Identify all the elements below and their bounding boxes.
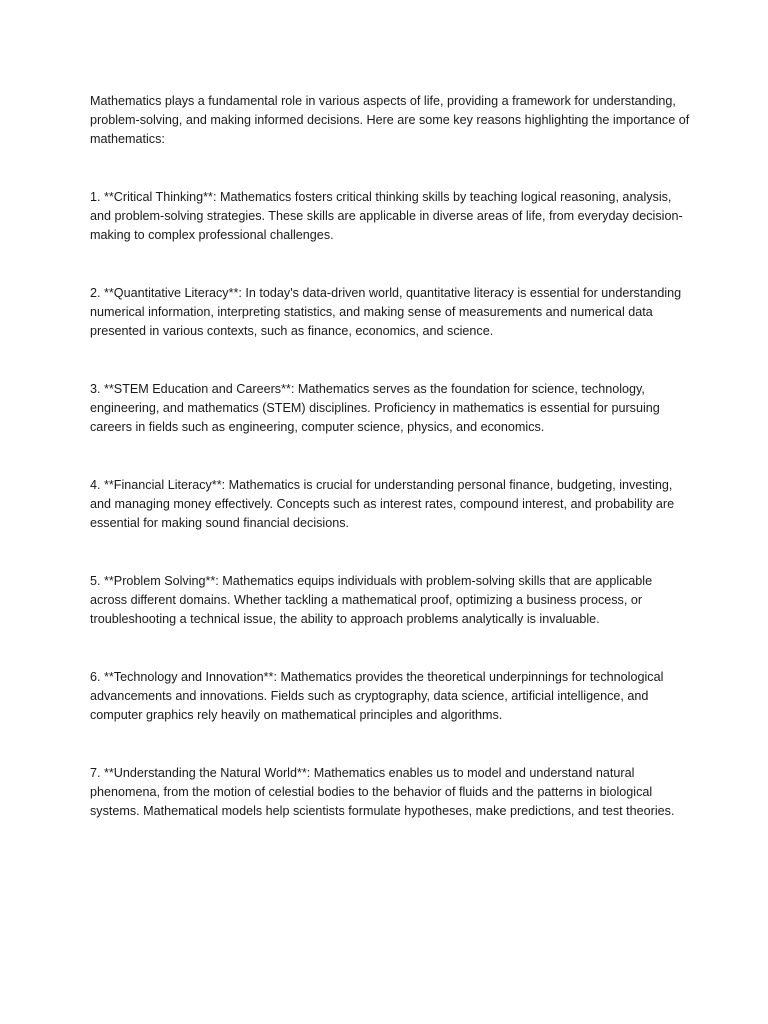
point-quantitative-literacy: 2. **Quantitative Literacy**: In today's data-driven world, quantitative literacy is essential for understanding numerical information, interpreting statistics, and making sense of measurements and numerical data presented in various contexts, such as finance, economics, and science.: [90, 286, 682, 339]
intro-paragraph: Mathematics plays a fundamental role in various aspects of life, providing a framework for understanding, problem-solving, and making informed decisions. Here are some key reasons highlighting the importance of mathematics:: [90, 94, 690, 147]
point-stem-education: 3. **STEM Education and Careers**: Mathematics serves as the foundation for science, technology, engineering, and mathematics (STEM) disciplines. Proficiency in mathematics is essential for pursuing careers in fields such as engineering, computer science, physics, and economics.: [90, 382, 660, 435]
point-financial-literacy: 4. **Financial Literacy**: Mathematics is crucial for understanding personal finance, budgeting, investing, and managing money effectively. Concepts such as interest rates, compound interest, and probability are essential for making sound financial decisions.: [90, 478, 675, 531]
point-technology-innovation: 6. **Technology and Innovation**: Mathematics provides the theoretical underpinnings for technological advancements and innovations. Fields such as cryptography, data science, artificial intelligence, and computer graphics rely heavily on mathematical principles and algorithms.: [90, 670, 664, 723]
point-natural-world: 7. **Understanding the Natural World**: Mathematics enables us to model and understand natural phenomena, from the motion of celestial bodies to the behavior of fluids and the patterns in biological systems. Mathematical models help scientists formulate hypotheses, make predictions, and test theories.: [90, 766, 675, 819]
document-body: [90, 92, 690, 860]
point-problem-solving: 5. **Problem Solving**: Mathematics equips individuals with problem-solving skills that are applicable across different domains. Whether tackling a mathematical proof, optimizing a business process, or troubleshooting a technical issue, the ability to approach problems analytically is invaluable.: [90, 574, 653, 627]
point-critical-thinking: 1. **Critical Thinking**: Mathematics fosters critical thinking skills by teaching logical reasoning, analysis, and problem-solving strategies. These skills are applicable in diverse areas of life, from everyday decision-making to complex professional challenges.: [90, 190, 683, 243]
